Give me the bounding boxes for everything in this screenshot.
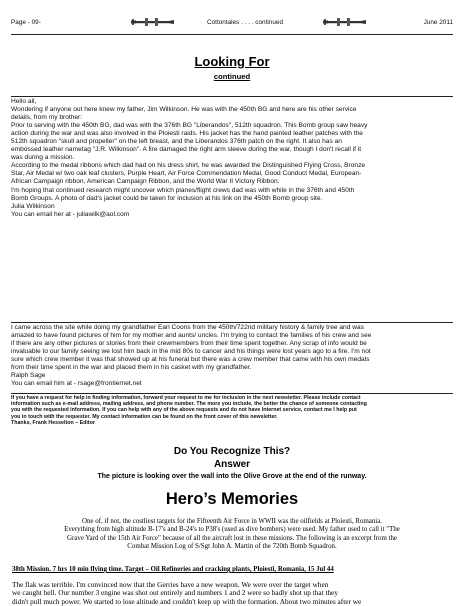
recognize-title: Do You Recognize This?: [173, 446, 291, 457]
story-line: we caught hell. Our number 3 engine was shot out entirely and numbers 1 and 2 were so badly shot up that they: [12, 588, 339, 598]
heros-intro: [24, 518, 440, 551]
letter-line: amazed to have found pictures of him for my mother and aunts/ uncles. I'm trying to contact the families of his crew and see: [11, 332, 372, 340]
letter-line: embossed leather nametag "J.R. Wilkinson". A fire damaged the right arm sleeve during the war, though I don't recall if it: [11, 146, 362, 154]
intro-line: One of, if not, the costliest targets for the Fifteenth Air Force in WWII was the oilfields at Ploiesti, Romania.: [82, 518, 382, 525]
story-line: didn't pull much power. We started to lose altitude and couldn't keep up with the formation. About two minutes after we: [12, 596, 362, 606]
letter-line: Hello all,: [11, 98, 37, 105]
letter-line: Bomb Groups. A photo of dad's jacket could be taken for inclusion at his link on the 450th Bomb group site.: [11, 194, 323, 202]
letter-line: sure which crew member it was that showed up at his funeral but there was a crew member that came with his own medals: [11, 356, 370, 364]
mission-heading: 38th Mission. 7 hrs 10 min flying time. Target – Oil Refineries and cracking plants, Ploiesti, Romania, 15 Jul 44: [12, 566, 334, 573]
letter-line: African Campaign ribbon, American Campaign Ribbon, and the World War II Victory Ribbon.: [11, 178, 280, 186]
letter-line: Star, Air Medal w/ two oak leaf clusters, Purple Heart, Air Force Commendation Medal, Good Conduct Medal, European-: [11, 170, 362, 178]
letter-line: I came across the site while doing my grandfather Earl Coons from the 450th/722nd military history & family tree and was: [11, 324, 364, 331]
story-line: The flak was terrible. I'm convinced now that the Gerries have a new weapon. We were over the target when: [12, 580, 329, 589]
b24-bomber-icon: [131, 17, 175, 27]
letter-line: from their time spent in the war and placed them in his casket with my grandfather.: [11, 364, 252, 372]
letter-line: invaluable to our family seeing we lost him back in the mid 80s to cancer and his things were lost years ago to a fire. I'm not: [11, 348, 371, 356]
notice-line: you with the requested information. If you can help with any of the above requests and do not have Internet service, contact me I help put: [11, 407, 357, 414]
answer-label: Answer: [213, 459, 251, 470]
letter-line: was during a mission.: [11, 154, 75, 162]
letter-wilkinson: [11, 98, 452, 219]
letter-signature: Julia Wilkinson: [11, 202, 55, 210]
issue-date: June 2011: [423, 19, 453, 26]
notice-line: information such as e-mail address, mailing address, and phone number. The more you include, the better the chance of someone contacting: [11, 401, 367, 408]
page-number: Page - 09-: [11, 19, 41, 26]
letter-line: Prior to serving with the 450th BG, dad was with the 376th BG "Liberandos", 512th squadron. This Bomb group saw heavy: [11, 122, 368, 130]
letter-line: According to the medal ribbons which dad had on his dress shirt, he was awarded the Distinguished Flying Cross, Bronze: [11, 162, 366, 170]
editor-notice: [11, 395, 452, 426]
letter-email[interactable]: You can email him at - rsage@frontiernet.net: [11, 380, 142, 388]
intro-line: Grave Yard of the 15th Air Force" because of all the aircraft lost in these missions. The following is an excerpt from the: [67, 534, 397, 542]
header-divider: [11, 34, 453, 35]
letter-line: Wondering if anyone out here knew my father, Jim Wilkinson. He was with the 450th BG and here are his other service: [11, 106, 357, 114]
looking-for-subtitle: continued: [213, 72, 251, 81]
letter-sage: [11, 324, 452, 388]
heros-memories-title: Hero’s Memories: [165, 490, 299, 508]
letter-line: if there are any other pictures or stories from their crewmembers from their time spent together. Any scrap of info would be: [11, 340, 367, 348]
letter-divider: [11, 96, 453, 97]
b24-bomber-icon: [323, 17, 367, 27]
letter-email[interactable]: You can email her at - juliawilk@aol.com: [11, 210, 130, 218]
letter-divider: [11, 322, 453, 323]
page-header: [11, 10, 453, 34]
notice-line: Thanks, Frank Hesselton – Editor: [11, 419, 95, 426]
notice-divider: [11, 393, 453, 394]
looking-for-title: Looking For: [194, 54, 270, 69]
letter-line: action during the war and was also involved in the Ploiesti raids. His jacket has the hand painted leather patches with the: [11, 130, 363, 138]
newsletter-title: Cottontales . . . . continued: [207, 19, 284, 26]
notice-line: If you have a request for help in finding information, forward your request to me for inclusion in the next newsletter. Please include contact: [11, 395, 361, 401]
letter-line: details, from my brother:: [11, 114, 83, 122]
intro-line: Everything from high altitude B-17's and B-24's to P38's (used as dive bombers) were used. My father used to call it "The: [64, 526, 400, 534]
answer-text: The picture is looking over the wall into the Olive Grove at the end of the runway.: [97, 473, 367, 480]
notice-line: you in touch with the requester. My contact information can be found on the front cover of this newsletter.: [11, 413, 278, 420]
intro-line: Combat Mission Log of S/Sgt John A. Martin of the 720th Bomb Squadron.: [127, 542, 337, 550]
letter-line: 512th squadron "skull and propeller" on the left breast, and the Liberandos 376th patch on the right. It also has an: [11, 138, 342, 146]
mission-story: [12, 581, 453, 606]
letter-signature: Ralph Sage: [11, 372, 46, 380]
letter-line: I'm hoping that continued research might uncover which planes/flight crews dad was with while in the 376th and 450th: [11, 186, 355, 194]
